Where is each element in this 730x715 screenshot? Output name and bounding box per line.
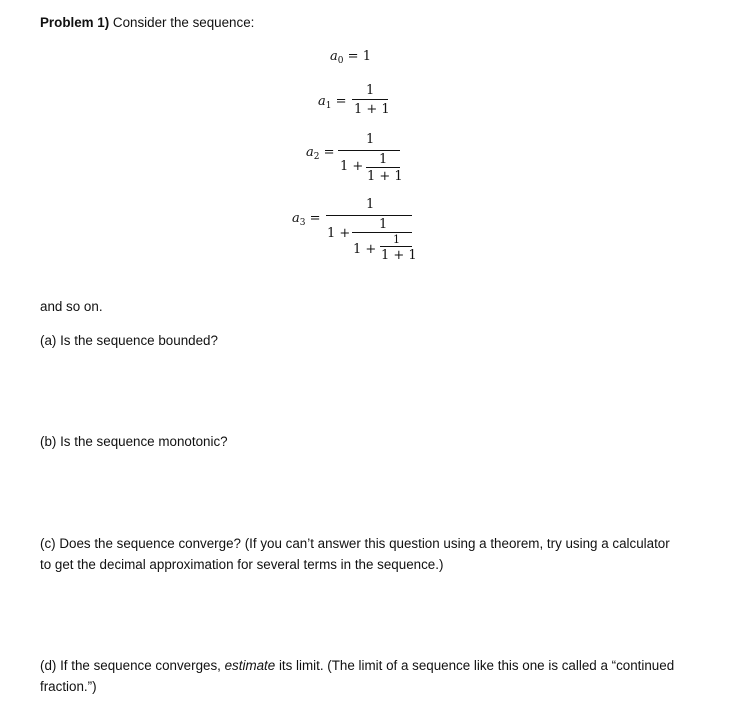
a3-fraction-bar <box>326 215 412 216</box>
a2-fraction-bar <box>338 150 400 151</box>
problem-label: Problem 1) <box>40 15 110 30</box>
problem-heading <box>40 12 254 33</box>
a1-denominator: 1 + 1 <box>354 102 390 117</box>
a3-one-plus: 1 + <box>327 226 351 241</box>
a2-inner-bar <box>366 167 400 168</box>
a3-mid-numerator: 1 <box>379 217 388 232</box>
a3-mid-one-plus: 1 + <box>353 242 377 257</box>
part-d-question: (d) If the sequence converges, estimate its limit. (The limit of a sequence like this one is called a “continued fraction.”) <box>40 658 675 694</box>
a2-numerator: 1 <box>366 132 375 147</box>
a2-inner-numerator: 1 <box>379 152 388 167</box>
part-b-question: (b) Is the sequence monotonic? <box>40 434 228 449</box>
a3-lhs: $a_3$ = <box>292 211 321 228</box>
a0-equation: $a_0 = 1$ <box>330 49 371 66</box>
problem-intro: Consider the sequence: <box>109 15 255 30</box>
a3-inner-denominator: 1 + 1 <box>381 248 417 263</box>
a1-lhs: $a_1$ = <box>318 94 347 111</box>
a3-numerator: 1 <box>366 197 375 212</box>
and-so-on-text: and so on. <box>40 299 103 314</box>
a3-mid-bar <box>352 232 412 233</box>
a2-lhs: $a_2$ = <box>306 145 335 162</box>
a3-inner-bar <box>380 246 412 247</box>
a3-inner-numerator: 1 <box>393 233 400 246</box>
a1-fraction-bar <box>352 99 388 100</box>
a1-numerator: 1 <box>366 83 375 98</box>
part-d-emphasis: estimate <box>224 658 276 673</box>
part-c-question: (c) Does the sequence converge? (If you can’t answer this question using a theorem, try using a calculator to get the decimal approximation for several terms in the sequence.) <box>40 536 670 572</box>
a2-inner-denominator: 1 + 1 <box>367 169 403 184</box>
part-a-question: (a) Is the sequence bounded? <box>40 333 218 348</box>
a2-one-plus: 1 + <box>340 159 364 174</box>
